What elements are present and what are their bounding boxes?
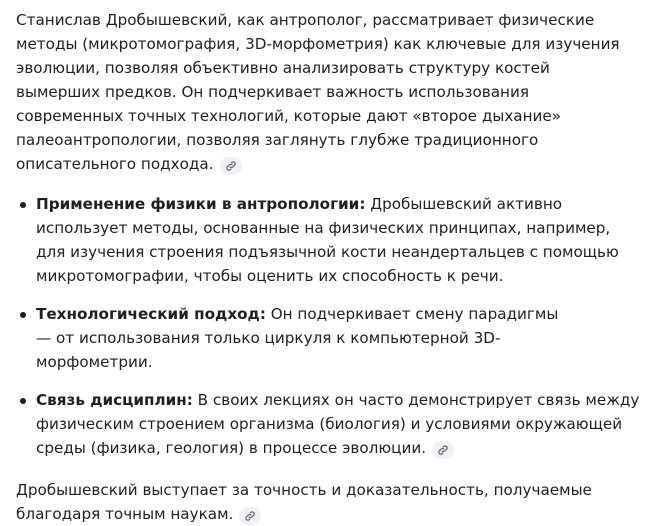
outro-text: Дробышевский выступает за точность и доказательность, получаемые благодаря точным наукам. [16,481,592,523]
list-item [16,388,651,460]
list-item [16,192,626,288]
source-link-button[interactable] [220,157,242,175]
intro-text: Станислав Дробышевский, как антрополог, рассматривает физические методы (микротомография, 3D-морфометрия) как ключевые для изучения эволюции, позволяя объективно анализировать структуру костей вымерших предков. Он подчеркивает важность использования современных точных технологий, которые дают «второе дыхание» палеоантропологии, позволяя заглянуть глубже традиционного описательного подхода. [16,11,620,173]
link-icon [244,510,256,522]
bullet-title: Связь дисциплин: [36,391,193,409]
list-item [16,302,576,374]
intro-paragraph [16,8,634,176]
bullet-title: Технологический подход: [36,305,266,323]
bullet-list [16,192,647,460]
link-icon [437,444,449,456]
outro-paragraph [16,478,646,526]
bullet-marker [20,202,26,208]
source-link-button[interactable] [239,507,261,525]
bullet-text: В своих лекциях он часто демонстрирует связь между физическим строением организма (биология) и условиями окружающей среды (физика, геология) в процессе эволюции. [36,391,640,457]
bullet-marker [20,312,26,318]
bullet-marker [20,398,26,404]
source-link-button[interactable] [432,441,454,459]
bullet-text: Дробышевский активно использует методы, основанные на физических принципах, например, для изучения строения подъязычной кости неандертальцев с помощью микротомографии, чтобы оценить их способность к речи. [36,195,619,285]
bullet-title: Применение физики в антропологии: [36,195,366,213]
link-icon [225,160,237,172]
bullet-text: Он подчеркивает смену парадигмы — от использования только циркуля к компьютерной 3D-морфометрии. [36,305,559,371]
